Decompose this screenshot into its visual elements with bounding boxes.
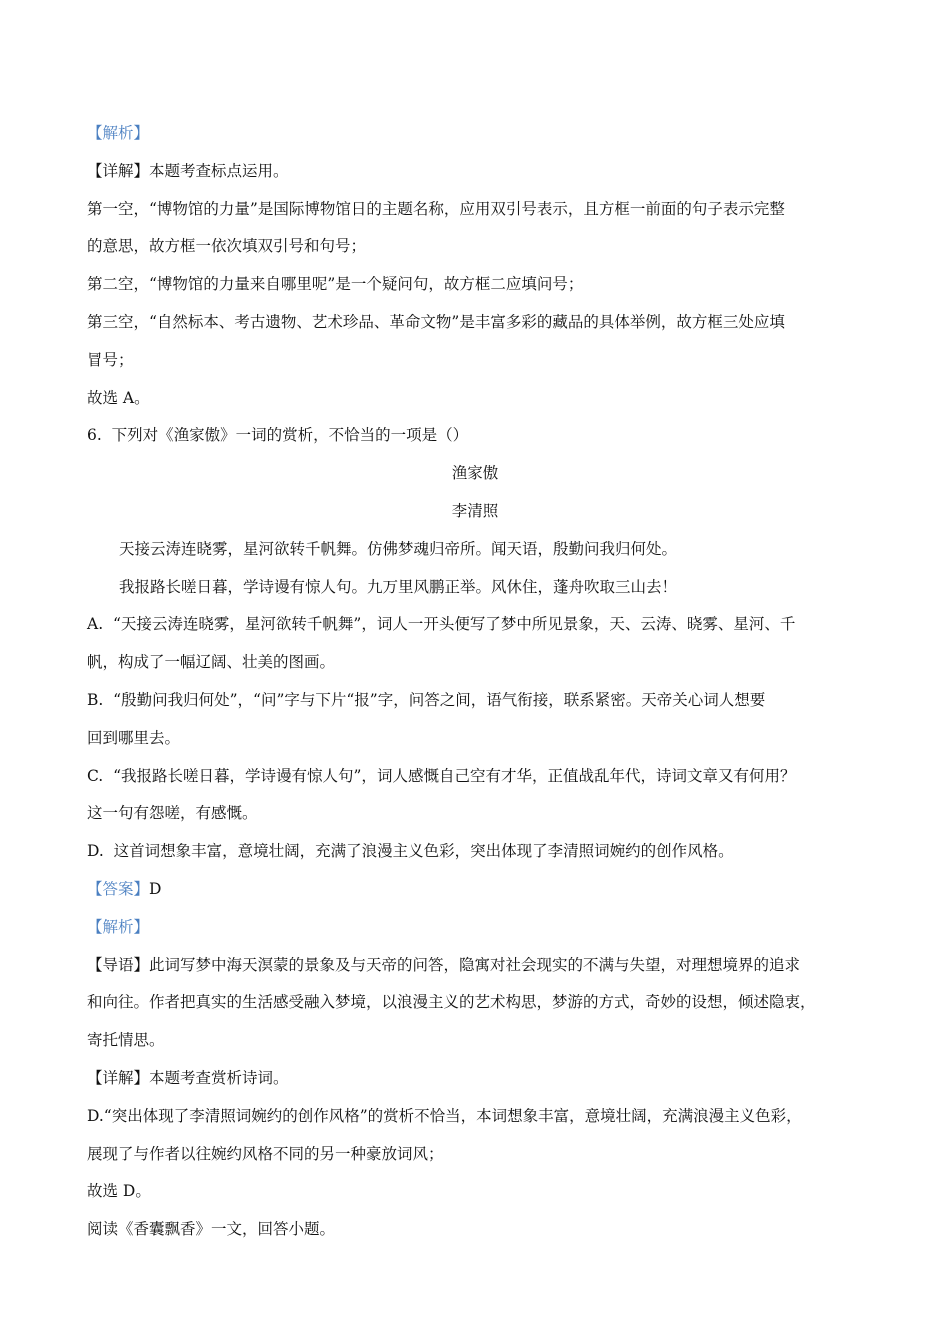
answer-tag: 【答案】 — [87, 879, 150, 898]
option-c-cont: 这一句有怨嗟，有感慨。 — [87, 804, 258, 823]
explanation-line: 冒号； — [87, 350, 134, 369]
document-body — [87, 115, 863, 1249]
detail-text: 本题考查赏析诗词。 — [149, 1068, 289, 1087]
analysis-tag: 【解析】 — [87, 917, 150, 936]
option-c: C. “我报路长嗟日暮，学诗谩有惊人句”，词人感慨自己空有才华，正值战乱年代，诗词文章又有何用？ — [87, 766, 796, 785]
guide-line: 寄托情思。 — [87, 1031, 165, 1050]
guide-paragraph — [87, 947, 863, 985]
explanation-line: 第三空，“自然标本、考古遗物、艺术珍品、革命文物”是丰富多彩的藏品的具体举例，故方框三处应填 — [87, 312, 785, 331]
poem-line: 天接云涛连晓雾，星河欲转千帆舞。仿佛梦魂归帝所。闻天语，殷勤问我归何处。 — [119, 539, 678, 558]
question-stem: 6. 下列对《渔家傲》一词的赏析，不恰当的一项是（） — [87, 426, 469, 445]
analysis-tag: 【解析】 — [87, 124, 150, 142]
explanation-line: 第一空，“博物馆的力量”是国际博物馆日的主题名称，应用双引号表示，且方框一前面的句子表示完整 — [87, 199, 785, 218]
option-a-cont: 帆，构成了一幅辽阔、壮美的图画。 — [87, 653, 336, 672]
guide-tag: 【导语】 — [87, 955, 150, 974]
poem-line: 我报路长嗟日暮，学诗谩有惊人句。九万里风鹏正举。风休住，蓬舟吹取三山去！ — [119, 577, 678, 596]
conclusion-line: 故选 A。 — [87, 388, 150, 407]
explanation-line: 第二空，“博物馆的力量来自哪里呢”是一个疑问句，故方框二应填问号； — [87, 275, 584, 294]
conclusion-line: 故选 D。 — [87, 1182, 151, 1201]
detail-line: D.“突出体现了李清照词婉约的创作风格”的赏析不恰当，本词想象丰富，意境壮阔，充满浪漫主义色彩， — [87, 1106, 802, 1125]
option-b: B. “殷勤问我归何处”，“问”字与下片“报”字，问答之间，语气衔接，联系紧密。天帝关心词人想要 — [87, 690, 766, 709]
guide-text: 此词写梦中海天溟蒙的景象及与天帝的问答，隐寓对社会现实的不满与失望，对理想境界的追求 — [149, 955, 801, 974]
option-b-cont: 回到哪里去。 — [87, 728, 181, 747]
answer-value: D — [149, 879, 162, 898]
detail-tag: 【详解】 — [87, 1068, 150, 1087]
detail-text: 本题考查标点运用。 — [149, 161, 289, 180]
detail-paragraph — [87, 1060, 863, 1098]
detail-tag: 【详解】 — [87, 161, 150, 180]
explanation-line: 的意思，故方框一依次填双引号和句号； — [87, 237, 367, 256]
detail-line: 展现了与作者以往婉约风格不同的另一种豪放词风； — [87, 1144, 444, 1163]
poem-title: 渔家傲 — [451, 464, 499, 483]
option-a: A. “天接云涛连晓雾，星河欲转千帆舞”，词人一开头便写了梦中所见景象，天、云涛、晓雾、星河、千 — [87, 615, 796, 634]
answer-line — [87, 871, 863, 909]
poem-author: 李清照 — [451, 501, 499, 520]
detail-paragraph — [87, 153, 863, 191]
reading-intro: 阅读《香囊飘香》一文，回答小题。 — [87, 1220, 336, 1239]
option-d: D. 这首词想象丰富，意境壮阔，充满了浪漫主义色彩，突出体现了李清照词婉约的创作风格。 — [87, 842, 734, 861]
guide-line: 和向往。作者把真实的生活感受融入梦境，以浪漫主义的艺术构思，梦游的方式，奇妙的设想，倾述隐衷， — [87, 993, 816, 1012]
